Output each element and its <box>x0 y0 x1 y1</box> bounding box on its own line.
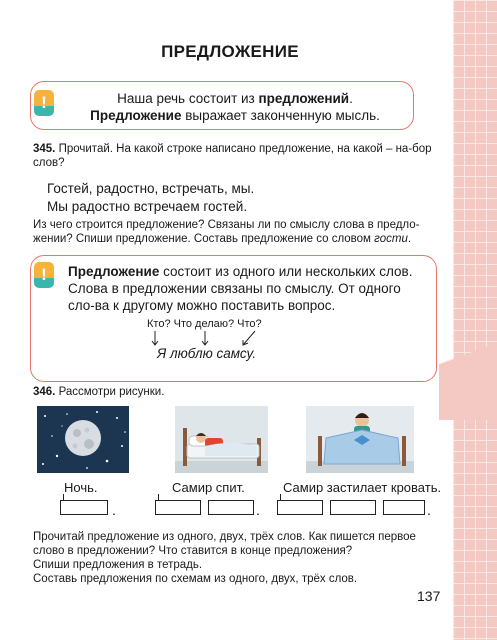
word-box <box>155 500 201 515</box>
page-title: ПРЕДЛОЖЕНИЕ <box>161 42 299 61</box>
caption-night: Ночь. <box>64 480 98 495</box>
word-questions: Кто? Что делаю? Что? <box>147 318 262 330</box>
example-sentence: Я люблю самсу. <box>157 346 257 361</box>
exclamation-icon: ! <box>34 262 54 288</box>
exclamation-icon: ! <box>34 90 54 116</box>
rule-2-text: Предложение состоит из одного или нескольких слов. Слова в предложении связаны по смыслу. От одного сло-ва к другому можно поставить вопрос. <box>68 264 413 313</box>
caption-samir-sleeps: Самир спит. <box>172 480 245 495</box>
word-box <box>330 500 376 515</box>
word-box <box>277 500 323 515</box>
word-set-line: Гостей, радостно, встречать, мы. <box>47 181 255 196</box>
exercise-345-task: 345. Прочитай. На какой строке написано предложение, на какой – на-бор слов? <box>33 143 432 169</box>
page-number: 137 <box>417 588 441 604</box>
rule-1-text: Наша речь состоит из предложений. Предложение выражает законченную мысль. <box>90 91 380 123</box>
page-edge-grid-strip <box>453 0 497 640</box>
night-moon-illustration <box>37 406 129 473</box>
caption-samir-makes-bed: Самир застилает кровать. <box>283 480 442 495</box>
scheme-two-words: . <box>155 500 265 518</box>
exercise-346-instructions: Прочитай предложение из одного, двух, трёх слов. Как пишется первое слово в предложении? Что ставится в конце предложения? Спиши предложения в тетрадь. Составь предложения по схемам из одного, двух, трёх слов. <box>33 531 416 585</box>
sentence-line: Мы радостно встречаем гостей. <box>47 199 248 214</box>
boy-making-bed-illustration <box>306 406 414 473</box>
boy-sleeping-illustration <box>175 406 268 473</box>
page-corner-decoration <box>439 300 497 420</box>
exercise-346-task: 346. Рассмотри рисунки. <box>33 386 165 398</box>
exercise-345-questions: Из чего строится предложение? Связаны ли по смыслу слова в предло-жении? Спиши предложение. Составь предложение со словом гости. <box>33 219 420 245</box>
word-box <box>60 500 108 515</box>
word-box <box>383 500 425 515</box>
scheme-one-word: . <box>60 500 130 518</box>
scheme-three-words: . <box>277 500 437 518</box>
word-box <box>208 500 254 515</box>
